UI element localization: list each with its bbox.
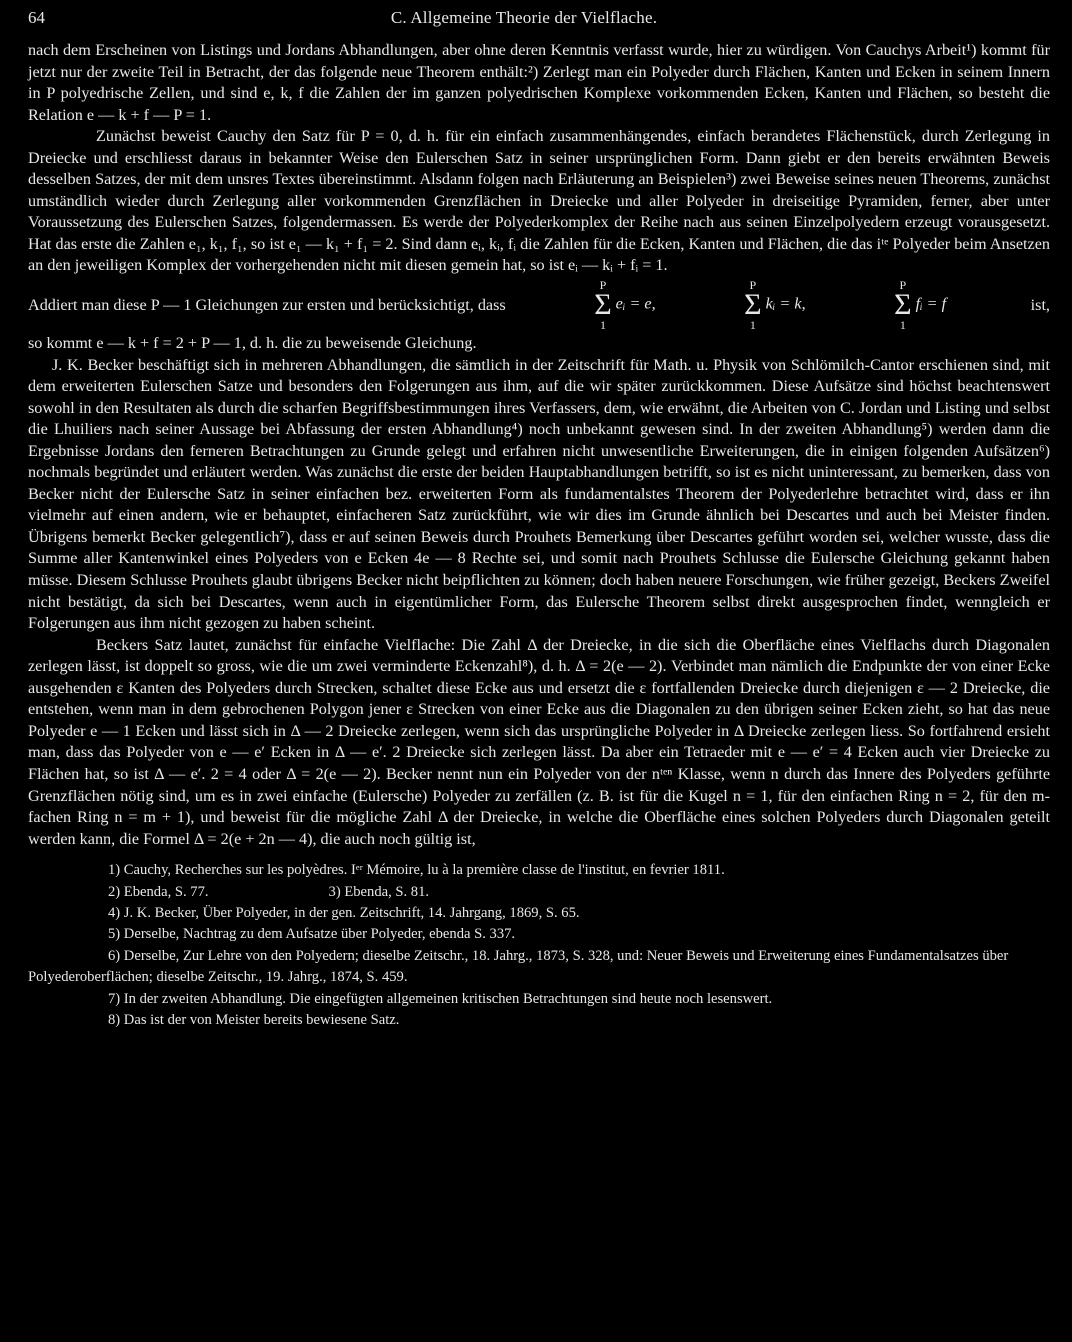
footnote: 6) Derselbe, Zur Lehre von den Polyedern; dieselbe Zeitschr., 18. Jahrg., 1873, S. 328, und: Neuer Beweis und Erweiterung eines Fundamentalsatzes über Polyederoberflächen; dieselbe Zeitschr., 19. Jahrg., 1874, S. 459. — [28, 947, 1009, 986]
footnote: 2) Ebenda, S. 77. — [108, 883, 209, 900]
footnote: 3) Ebenda, S. 81. — [328, 883, 430, 900]
body-text — [28, 40, 1050, 850]
sum-term: P Σ 1 eᵢ = e, — [594, 278, 656, 333]
summation-sign: P Σ 1 — [744, 278, 762, 333]
footnote-pair — [28, 882, 1050, 903]
summation-sign: P Σ 1 — [594, 278, 612, 333]
paragraph: Beckers Satz lautet, zunächst für einfache Vielflache: Die Zahl Δ der Dreiecke, in die sich die Oberfläche eines Vielflachs durch Diagonalen zerlegen lässt, ist doppelt so gross, wie die um zwei verminderte Eckenzahl⁸), d. h. Δ = 2(e — 2). Verbindet man nämlich die Endpunkte der von einer Ecke ausgehenden ε Kanten des Polyeders durch Strecken, schaltet diese Ecke aus und ersetzt die ε fortfallenden Dreiecke durch diejenigen ε — 2 Dreiecke, die entstehen, wenn man in dem gebrochenen Polygon jener ε Strecken von einer Ecke aus die Diagonalen zu den übrigen seiner Ecken zieht, so hat das neue Polyeder e — 1 Ecken und lässt sich in Δ — 2 Dreiecke zerlegen, wenn sich das ursprüngliche Polyeder in Δ Dreiecke zerlegen liess. So fortfahrend ersieht man, dass das Polyeder von e — e′ Ecken in Δ — e′. 2 Dreiecke sich zerlegen lässt. Da aber ein Tetraeder mit e — e′ = 4 Ecken auch vier Dreiecke zu Flächen hat, so ist Δ — e′. 2 = 4 oder Δ = 2(e — 2). Becker nennt nun ein Polyeder von der nᵗᵉⁿ Klasse, wenn n durch das Innere des Polyeders geführte Grenzflächen nötig sind, um es in zwei einfache (Eulersche) Polyeder zu zerfällen (z. B. ist für die Kugel n = 1, für den einfachen Ring n = 2, für den m-fachen Ring n = m + 1), und beweist für die mögliche Zahl Δ der Dreiecke, in welche die Oberfläche eines solchen Polyeders durch Diagonalen geteilt werden kann, die Formel Δ = 2(e + 2n — 4), die auch noch gültig ist, — [28, 635, 1050, 848]
paragraph: Zunächst beweist Cauchy den Satz für P = 0, d. h. für ein einfach zusammenhängendes, einfach berandetes Flächenstück, durch Zerlegung in Dreiecke und erschliesst daraus in bekannter Weise den Eulerschen Satz in seiner ursprünglichen Form. Dann giebt er den bereits erwähnten Beweis desselben Satzes, der mit dem unsres Textes übereinstimmt. Alsdann folgen nach Erläuterung an Beispielen³) zwei Beweise seines neuen Theorems, zunächst umständlich wieder durch Zerlegung aller vorkommenden Grenzflächen in Dreiecke und aller Polyeder in dreiseitige Pyramiden, ferner, aber unter Voraussetzung des Eulerschen Satzes, folgendermassen. Es werde der Polyederkomplex der Reihe nach aus seinen Einzelpolyedern erzeugt vorausgesetzt. Hat das erste die Zahlen e₁, k₁, f₁, so ist e₁ — k₁ + f₁ = 2. Sind dann eᵢ, kᵢ, fᵢ die Zahlen für die Ecken, Kanten und Flächen, die das iᵗᵉ Polyeder beim Ansetzen an den jeweiligen Komplex der vorhergehenden nicht mit diesen gemein hat, so ist eᵢ — kᵢ + fᵢ = 1. — [28, 127, 1050, 275]
paragraph: J. K. Becker beschäftigt sich in mehreren Abhandlungen, die sämtlich in der Zeitschrift für Math. u. Physik von Schlömilch-Cantor erschienen sind, mit dem erweiterten Eulerschen Satze und besonders den Folgerungen aus ihm, auf die wir später zurückkommen. Diese Aufsätze sind höchst beachtenswert sowohl in den Resultaten als durch die scharfen Begriffsbestimmungen ihres Verfassers, dem, wie erwähnt, die Arbeiten von C. Jordan und Listing und selbst die Lhuiliers nach seiner Aussage bei Abfassung der ersten Abhandlung⁴) noch unbekannt gewesen sind. In der zweiten Abhandlung⁵) werden dann die Ergebnisse Jordans den ferneren Betrachtungen zu Grunde gelegt und erfahren nicht unwesentliche Erweiterungen, die in einigen folgenden Aufsätzen⁶) nochmals begründet und erläutert werden. Was zunächst die erste der beiden Hauptabhandlungen betrifft, so ist es nicht uninteressant, zu bemerken, dass von Becker nicht der Eulersche Satz in seiner einfachen bez. erweiterten Form als fundamentalstes Theorem der Polyederlehre betrachtet wird, dass er ihn vielmehr auf einen andern, wie er behauptet, einfacheren Satz zurückführt, wie wir dies im Grunde ähnlich bei Descartes und auch bei Meister finden. Übrigens bemerkt Becker gelegentlich⁷), dass er auf seinen Beweis durch Prouhets Bemerkung über Descartes geführt worden sei, welcher wusste, dass die Summe aller Kantenwinkel eines Polyeders von e Ecken 4e — 8 Rechte sei, und somit nach Prouhets Schlusse die Eulersche Gleichung gekannt haben müsse. Diesem Schlusse Prouhets glaubt übrigens Becker nicht beipflichten zu können; doch haben neuere Forschungen, wie früher gezeigt, Beckers Zweifel nicht bestätigt, da sich bei Descartes, wenn auch in eigentümlicher Form, das Eulersche Theorem selbst direkt ausgesprochen findet, wenngleich er Folgerungen aus ihm nicht gezogen zu haben scheint. — [28, 355, 1050, 633]
page-header — [28, 8, 1050, 40]
footnotes — [28, 860, 1050, 1031]
sum-tail-text: ist, — [1030, 295, 1050, 314]
sum-lead-text: Addiert man diese P — 1 Gleichungen zur ersten und berücksichtigt, dass — [28, 295, 506, 314]
sum-equation-line — [28, 277, 1050, 333]
sum-term: P Σ 1 fᵢ = f — [894, 278, 947, 333]
footnote: 5) Derselbe, Nachtrag zu dem Aufsatze über Polyeder, ebenda S. 337. — [108, 926, 516, 943]
paragraph: nach dem Erscheinen von Listings und Jordans Abhandlungen, aber ohne deren Kenntnis verfasst wurde, hier zu würdigen. Von Cauchys Arbeit¹) kommt für jetzt nur der zweite Teil in Betracht, der das folgende neue Theorem enthält:²) Zerlegt man ein Polyeder durch Flächen, Kanten und Ecken in seinem Innern in P polyedrische Zellen, und sind e, k, f die Zahlen der im ganzen polyedrischen Komplexe vorkommenden Ecken, Kanten und Flächen, so besteht die Relation e — k + f — P = 1. — [28, 41, 1050, 124]
summation-sign: P Σ 1 — [894, 278, 912, 333]
page-number: 64 — [28, 8, 45, 27]
footnote: 7) In der zweiten Abhandlung. Die eingefügten allgemeinen kritischen Betrachtungen sind heute noch lesenswert. — [108, 990, 773, 1007]
footnote: 8) Das ist der von Meister bereits bewiesene Satz. — [108, 1011, 400, 1028]
footnote: 1) Cauchy, Recherches sur les polyèdres. Iᵉʳ Mémoire, lu à la première classe de l'institut, en fevrier 1811. — [108, 862, 725, 879]
footnote: 4) J. K. Becker, Über Polyeder, in der gen. Zeitschrift, 14. Jahrgang, 1869, S. 65. — [108, 904, 580, 921]
running-title: C. Allgemeine Theorie der Vielflache. — [390, 8, 658, 27]
paragraph: so kommt e — k + f = 2 + P — 1, d. h. die zu beweisende Gleichung. — [28, 334, 477, 353]
sum-term: P Σ 1 kᵢ = k, — [744, 278, 806, 333]
